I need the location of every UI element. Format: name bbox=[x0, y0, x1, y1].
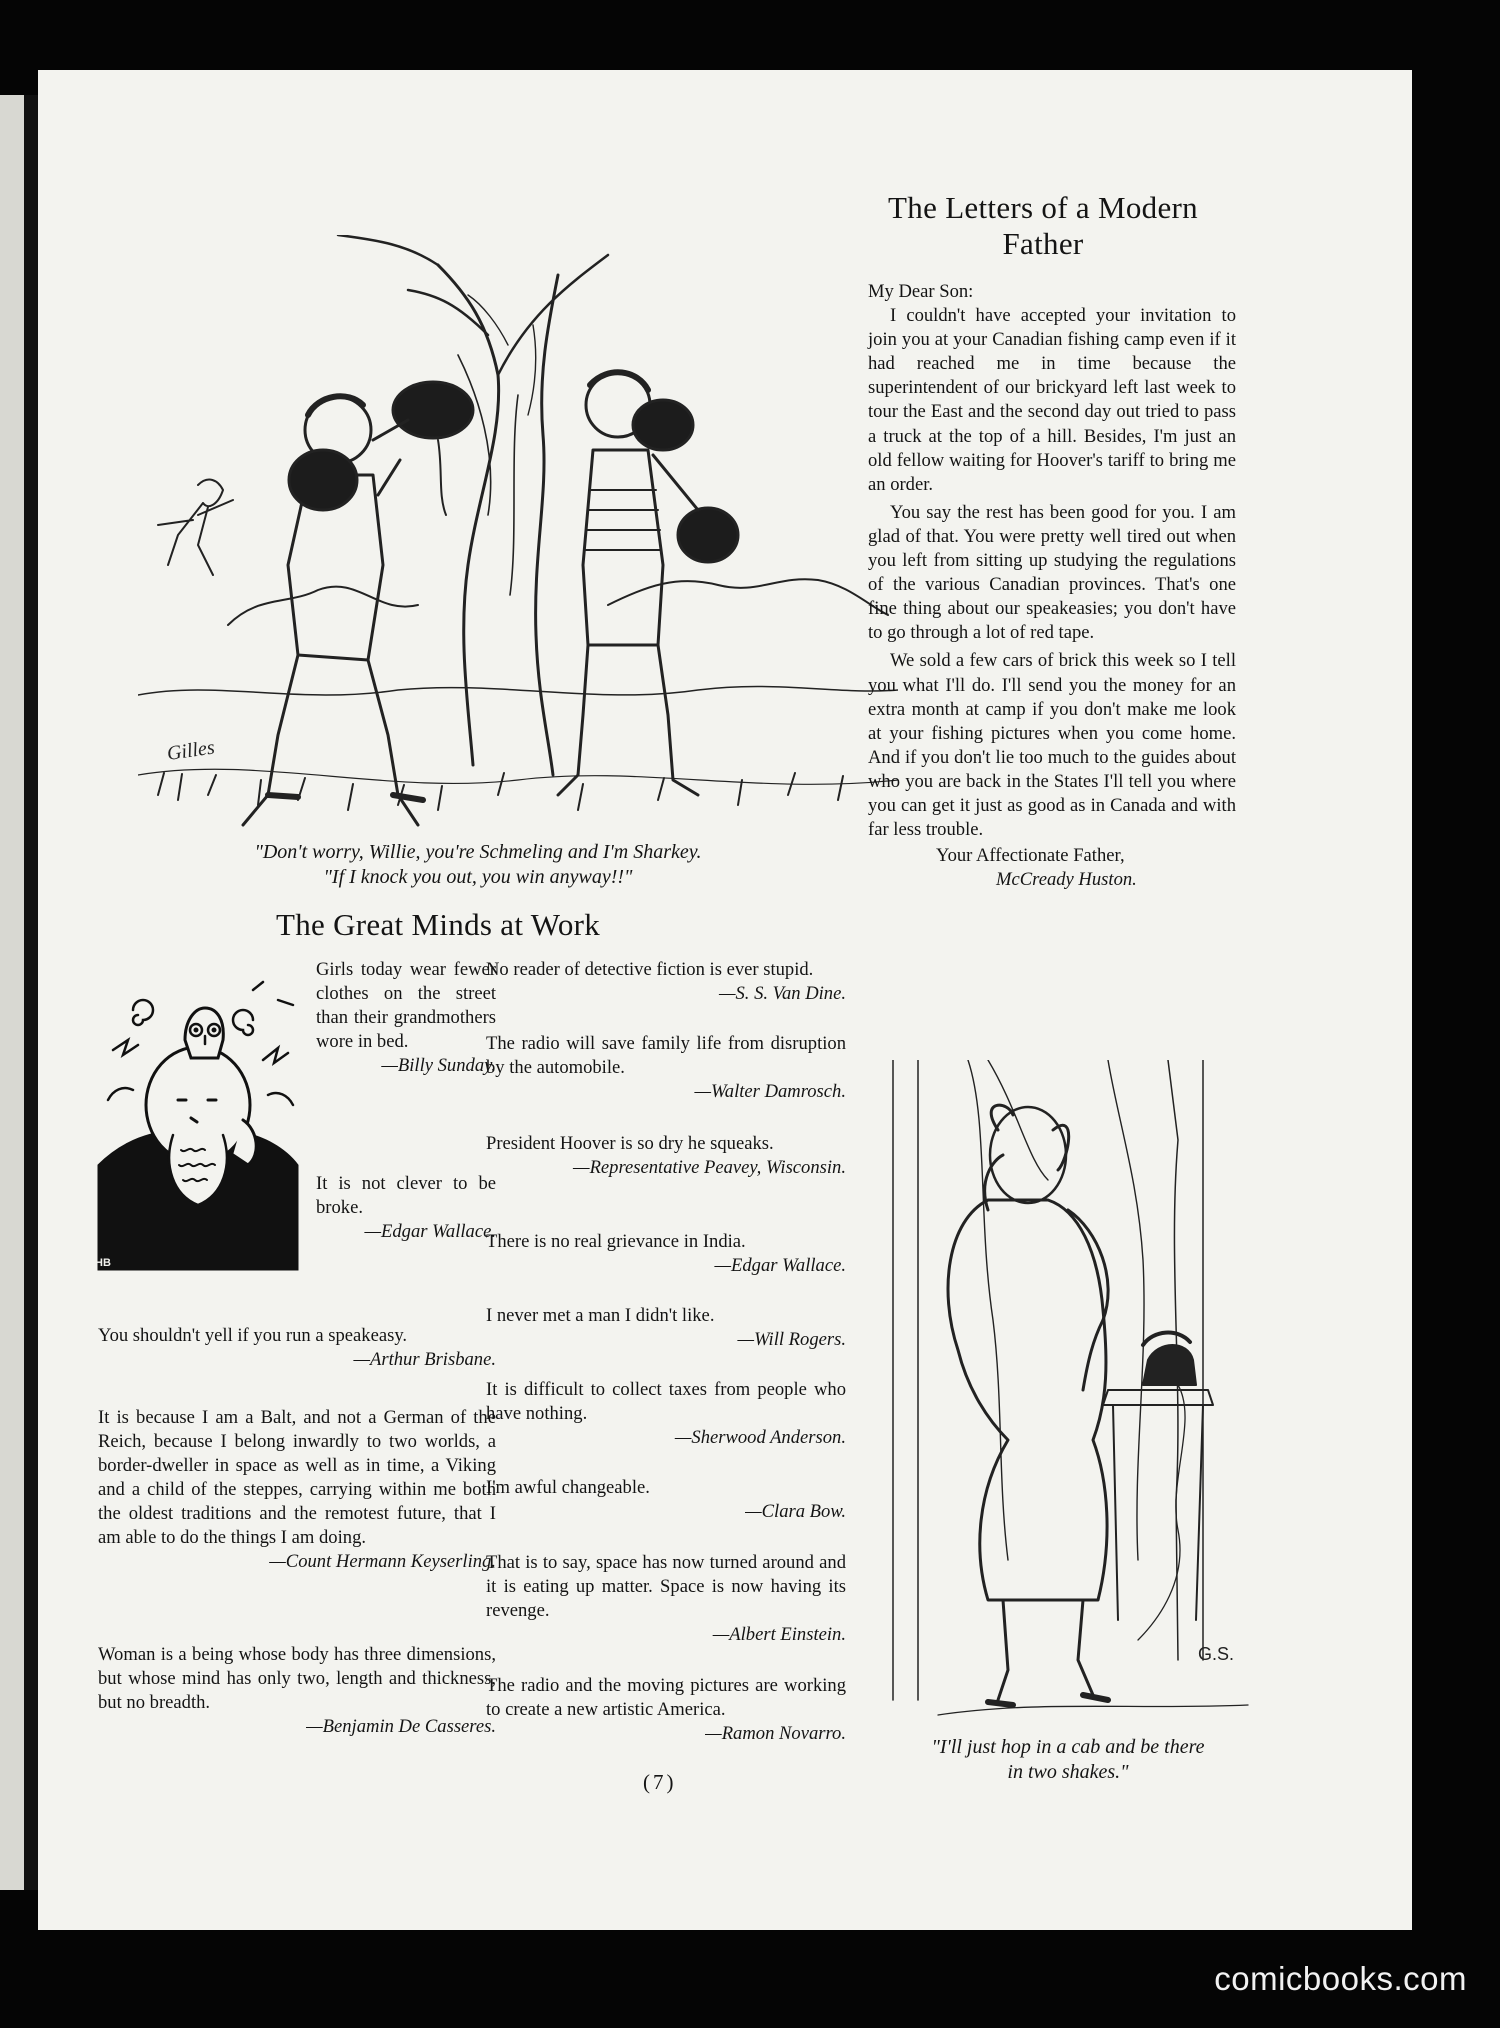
quote-author: —Walter Damrosch. bbox=[694, 1081, 846, 1102]
quote-author: —Edgar Wallace. bbox=[364, 1221, 496, 1242]
thinker-portrait-illustration bbox=[93, 980, 303, 1280]
quote-author: —Clara Bow. bbox=[745, 1501, 846, 1522]
letter-closing: Your Affectionate Father, bbox=[936, 845, 1125, 867]
letter-salutation: My Dear Son: bbox=[868, 281, 974, 302]
quote-novarro bbox=[486, 1674, 846, 1746]
boxing-cartoon-signature: Gilles bbox=[165, 736, 217, 765]
letter-paragraph: You say the rest has been good for you. I am glad of that. You were pretty well tired out when you left from sitting up studying the regulations of the various Canadian provinces. That's one fine thing about our speakeasies; you don't have to go through a lot of red tape. bbox=[868, 501, 1236, 644]
letter-paragraph: We sold a few cars of brick this week so I tell you what I'll do. I'll send you the money for an extra month at camp if you don't make me look at your fishing pictures when you come home. And if you don't lie too much to the guides about who you are back in the States I'll tell you where you can get it just as good as in Canada and with far less trouble. bbox=[868, 650, 1236, 841]
letters-title-line-2: Father bbox=[1002, 226, 1084, 261]
quote-text: The radio will save family life from disruption by the automobile. bbox=[486, 1033, 846, 1078]
quote-author: —Edgar Wallace. bbox=[714, 1255, 846, 1276]
quote-damrosch bbox=[486, 1032, 846, 1104]
quote-sunday bbox=[316, 958, 496, 1078]
quote-text: It is not clever to be broke. bbox=[316, 1173, 496, 1218]
quote-text: The radio and the moving pictures are working to create a new artistic America. bbox=[486, 1675, 846, 1720]
quote-text: Girls today wear fewer clothes on the street than their grandmothers wore in bed. bbox=[316, 959, 496, 1052]
great-minds-title: The Great Minds at Work bbox=[275, 907, 601, 942]
quote-einstein bbox=[486, 1551, 846, 1647]
quote-author: —Sherwood Anderson. bbox=[674, 1427, 846, 1448]
telephone-caption-line-1: "I'll just hop in a cab and be there bbox=[931, 1736, 1205, 1758]
letters-title bbox=[848, 190, 1238, 262]
quote-text: President Hoover is so dry he squeaks. bbox=[486, 1133, 774, 1154]
quote-text: I'm awful changeable. bbox=[486, 1477, 650, 1498]
quote-anderson bbox=[486, 1378, 846, 1450]
binding-shadow bbox=[24, 95, 38, 1890]
quote-de-casseres bbox=[98, 1643, 496, 1739]
letter-body bbox=[868, 280, 1236, 892]
telephone-cartoon-caption bbox=[868, 1735, 1268, 1785]
quote-author: —S. S. Van Dine. bbox=[718, 983, 846, 1004]
quote-text: You shouldn't yell if you run a speakeasy. bbox=[98, 1325, 408, 1346]
boxing-cartoon-illustration bbox=[138, 235, 898, 895]
quote-peavey bbox=[486, 1132, 846, 1180]
quote-text: Woman is a being whose body has three dimensions, but whose mind has only two, length and thickness, but no breadth. bbox=[98, 1644, 496, 1713]
quote-wallace-broke bbox=[316, 1172, 496, 1244]
binding-edge bbox=[0, 95, 24, 1890]
quote-text: That is to say, space has now turned around and it is eating up matter. Space is now having its revenge. bbox=[486, 1552, 846, 1621]
letter-paragraph: I couldn't have accepted your invitation to join you at your Canadian fishing camp even if it had reached me in time because the superintendent of our brickyard left last week to tour the East and the second day out tried to pass a truck at the top of a hill. Besides, I'm just an old fellow waiting for Hoover's tariff to bring me an order. bbox=[868, 305, 1236, 495]
quote-van-dine bbox=[486, 958, 846, 1006]
watermark: comicbooks.com bbox=[1214, 1960, 1467, 1997]
quote-author: —Count Hermann Keyserling. bbox=[269, 1551, 496, 1572]
quote-text: It is difficult to collect taxes from people who have nothing. bbox=[486, 1379, 846, 1424]
quote-text: There is no real grievance in India. bbox=[486, 1231, 746, 1252]
quote-text: It is because I am a Balt, and not a German of the Reich, because I belong inwardly to two worlds, a border-dweller in space as well as in time, a Viking and a child of the steppes, carrying within me both the oldest traditions and the remotest future, that I am able to do the things I am doing. bbox=[98, 1407, 496, 1548]
telephone-caption-line-2: in two shakes." bbox=[1007, 1761, 1129, 1783]
quote-bow bbox=[486, 1476, 846, 1524]
boxing-caption-line-1: "Don't worry, Willie, you're Schmeling and I'm Sharkey. bbox=[254, 841, 702, 863]
quote-wallace-india bbox=[486, 1230, 846, 1278]
quote-author: —Benjamin De Casseres. bbox=[306, 1716, 496, 1737]
quote-keyserling bbox=[98, 1406, 496, 1574]
page-number: (7) bbox=[643, 1770, 677, 1794]
telephone-cartoon-signature: G.S. bbox=[1198, 1644, 1235, 1664]
letter-signature: McCready Huston. bbox=[996, 869, 1137, 891]
letters-title-line-1: The Letters of a Modern bbox=[888, 190, 1198, 225]
quote-author: —Representative Peavey, Wisconsin. bbox=[573, 1157, 846, 1178]
boxing-caption-line-2: "If I knock you out, you win anyway!!" bbox=[323, 866, 633, 888]
quote-author: —Ramon Novarro. bbox=[705, 1723, 846, 1744]
quote-brisbane bbox=[98, 1324, 496, 1372]
quote-rogers bbox=[486, 1304, 846, 1352]
quote-text: I never met a man I didn't like. bbox=[486, 1305, 715, 1326]
quote-author: —Will Rogers. bbox=[737, 1329, 846, 1350]
portrait-signature: HB bbox=[95, 1257, 111, 1269]
quote-author: —Arthur Brisbane. bbox=[353, 1349, 496, 1370]
quote-author: —Albert Einstein. bbox=[712, 1624, 846, 1645]
boxing-cartoon-caption bbox=[128, 840, 828, 890]
quote-author: —Billy Sunday. bbox=[381, 1055, 496, 1076]
quote-text: No reader of detective fiction is ever stupid. bbox=[486, 959, 814, 980]
magazine-page bbox=[38, 70, 1412, 1930]
telephone-cartoon-illustration bbox=[878, 1060, 1258, 1720]
